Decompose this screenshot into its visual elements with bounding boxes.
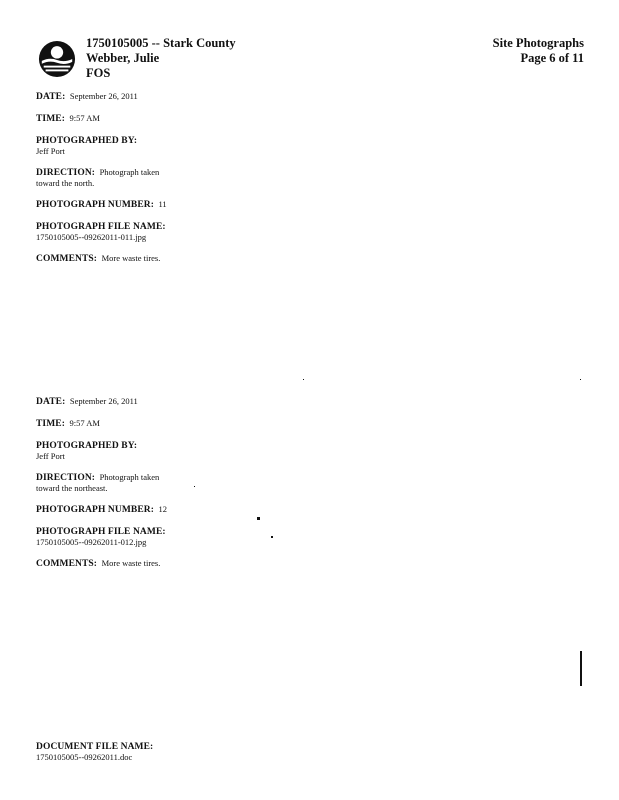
agency-logo-icon [38,40,76,78]
comments-value: More waste tires. [101,558,161,568]
document-file-value: 1750105005--09262011.doc [36,752,133,762]
section-title: Site Photographs [492,36,584,50]
date-value: September 26, 2011 [69,396,138,406]
scan-speck [580,379,581,380]
program-code: FOS [86,66,111,80]
document-footer [36,741,153,762]
time-value: 9:57 AM [69,418,100,428]
time-value: 9:57 AM [69,113,100,123]
photo-number-label: PHOTOGRAPH NUMBER: [36,505,154,515]
facility-id-county: 1750105005 -- Stark County [86,36,236,50]
file-name-value: 1750105005--09262011-011.jpg [36,232,147,242]
photo-number-value: 11 [158,199,167,209]
page-number: Page 6 of 11 [520,51,584,65]
direction-value-line1: Photograph taken [99,472,160,482]
photo-record-12 [36,396,167,569]
scan-speck [303,379,304,380]
scan-speck [257,517,260,520]
direction-value-line2: toward the northeast. [36,483,108,493]
document-file-label: DOCUMENT FILE NAME: [36,742,154,752]
comments-value: More waste tires. [101,253,161,263]
direction-label: DIRECTION: [36,168,96,178]
file-name-value: 1750105005--09262011-012.jpg [36,537,147,547]
time-label: TIME: [36,419,65,429]
photographed-by-label: PHOTOGRAPHED BY: [36,441,138,451]
scan-speck [271,536,273,538]
comments-label: COMMENTS: [36,254,98,264]
photographer-name: Jeff Port [36,146,65,156]
time-label: TIME: [36,114,65,124]
comments-label: COMMENTS: [36,559,98,569]
inspector-name: Webber, Julie [86,51,160,65]
photo-number-value: 12 [158,504,167,514]
report-header [86,36,236,81]
photo-number-label: PHOTOGRAPH NUMBER: [36,200,154,210]
page-header-right [493,36,584,66]
photographer-name: Jeff Port [36,451,65,461]
direction-value-line1: Photograph taken [99,167,160,177]
photo-record-11 [36,91,167,264]
scan-mark [580,651,582,686]
file-name-label: PHOTOGRAPH FILE NAME: [36,222,166,232]
photographed-by-label: PHOTOGRAPHED BY: [36,136,138,146]
date-label: DATE: [36,92,66,102]
scan-speck [194,486,195,487]
direction-value-line2: toward the north. [36,178,95,188]
date-value: September 26, 2011 [69,91,138,101]
file-name-label: PHOTOGRAPH FILE NAME: [36,527,166,537]
date-label: DATE: [36,397,66,407]
direction-label: DIRECTION: [36,473,96,483]
